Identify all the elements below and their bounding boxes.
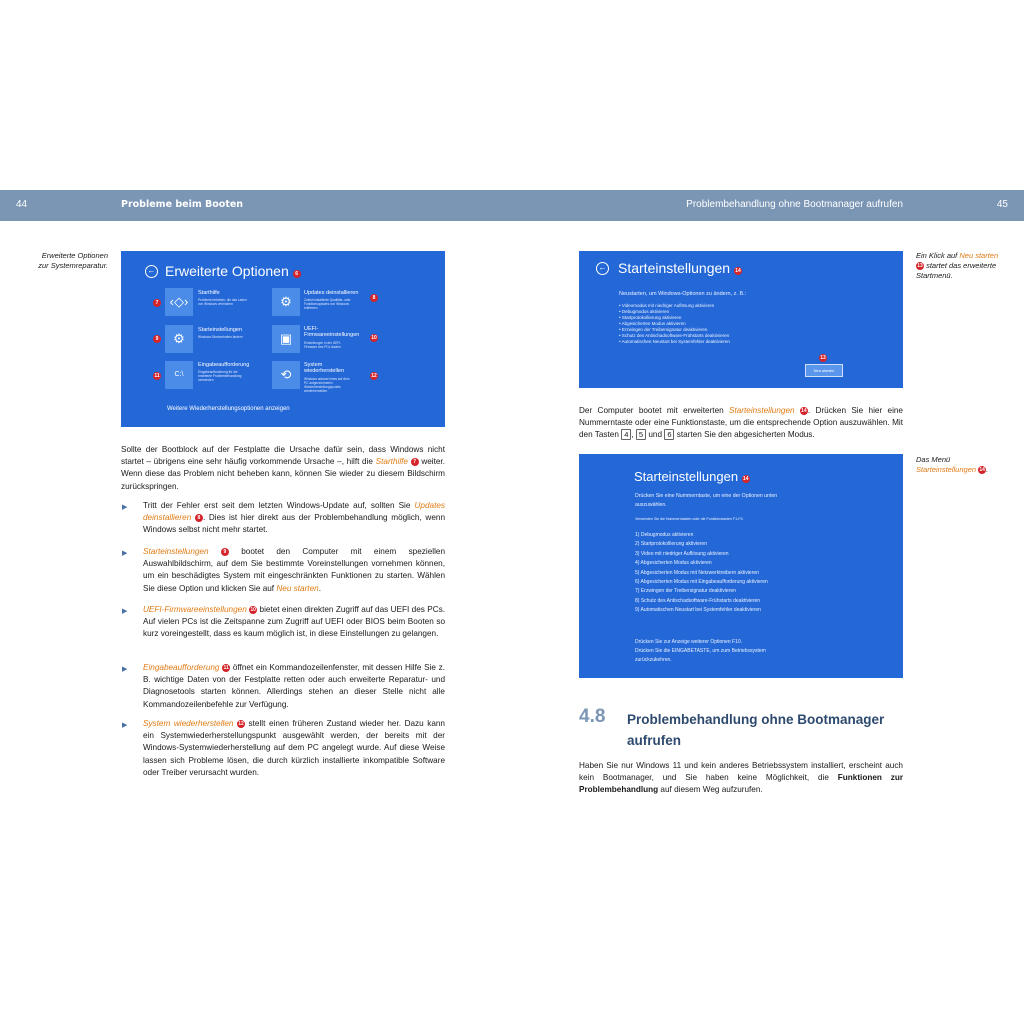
tile-title: System wiederherstellen — [304, 362, 345, 374]
bullet-triangle-icon: ▶ — [122, 550, 128, 557]
tile-title: Starteinstellungen — [198, 327, 243, 333]
gear-icon: ⚙ — [272, 288, 300, 316]
screen-intro: Drücken Sie eine Nummerntaste, um eine der Optionen unten auszuwählen. — [635, 493, 778, 508]
chapter-title-left: Probleme beim Booten — [121, 199, 244, 210]
list-item[interactable]: 6) Abgesicherten Modus mit Eingabeaufforderung aktivieren — [635, 579, 768, 586]
bullet-item: Starteinstellungen 9 bootet den Computer mit einem speziellen Auswahlbildschirm, auf dem Sie bestimmte Voreinstellungen vornehmen können, um ein beschädigtes System mit eingeschränkten Funktionen zu starten. Wählen Sie diese Option und klicken Sie auf Neu starten. — [143, 547, 445, 593]
list-item[interactable]: 3) Video mit niedriger Auflösung aktivieren — [635, 550, 729, 557]
tile-desc: Windows anhand eines auf dem PC aufgezeichneten Wiederherstellungspunkts wiederherstellen — [304, 377, 350, 393]
section-title: Problembehandlung ohne Bootmanager aufrufen — [627, 712, 885, 748]
bullet-item: Eingabeaufforderung 11 öffnet ein Kommandozeilenfenster, mit dessen Hilfe Sie z. B. wichtige Daten von der Festplatte retten oder auch erweiterte Reparatur- und Diagnosetools starten können. Allerdings stehen an dieser Stelle nicht alle Kommandozeilenbefehle zur Verfügung. — [143, 663, 445, 709]
restore-icon: ⟲ — [272, 361, 300, 389]
callout-marker: 9 — [221, 548, 229, 556]
list-item: • Erzwingen der Treibersignatur deaktivieren — [619, 327, 708, 332]
callout-marker: 10 — [371, 335, 377, 341]
figure-caption-right-2: Das Menü Starteinstellungen 14. — [916, 455, 989, 474]
list-item: • Schutz des Antischadsoftware-Frühstarts deaktivieren — [619, 333, 730, 338]
callout-marker: 7 — [411, 458, 419, 466]
more-options-link[interactable]: Weitere Wiederherstellungsoptionen anzeigen — [167, 406, 290, 412]
callout-marker: 14 — [801, 408, 807, 414]
back-arrow-icon: ← — [596, 262, 609, 275]
tile-desc: Windows-Startverhalten ändern — [198, 335, 243, 339]
callout-marker: 13 — [917, 263, 923, 269]
screenshot-advanced-options — [121, 251, 445, 427]
firmware-chip-icon: ▣ — [272, 325, 300, 353]
screen-title: Starteinstellungen 14 — [634, 469, 749, 484]
bullet-item: UEFI-Firmwareeinstellungen 10 bietet einen direkten Zugriff auf das UEFI des PCs. Auf vielen PCs ist die Zeitspanne zum Zugriff auf UEFI oder BIOS beim Booten so kurz voreingestellt, dass es kaum möglich ist, in diese Einstellungen zu gelangen. — [143, 605, 445, 639]
callout-marker: 8 — [195, 514, 203, 522]
paragraph-no-bootmanager: Haben Sie nur Windows 11 und kein anderes Betriebssystem installiert, erscheint auch kein Bootmanager, und Sie haben keine Möglichkeit, die Funktionen zur Problembehandlung auf diesem Weg aufzurufen. — [579, 761, 904, 795]
bullet-triangle-icon: ▶ — [122, 722, 128, 729]
key-5: 5 — [636, 429, 646, 440]
key-6: 6 — [664, 429, 674, 440]
list-item[interactable]: 8) Schutz des Antischadsoftware-Frühstarts deaktivieren — [635, 597, 761, 604]
code-brackets-icon: ‹◇› — [165, 288, 193, 316]
bullet-item: System wiederherstellen 12 stellt einen früheren Zustand wieder her. Dazu kann ein Systemwiederherstellungspunkt ausgewählt werden, der bereits mit der Windows-Systemwiederherstellung auf dem PC angelegt wurde. Auf diese Weise lassen sich Probleme lösen, die durch kürzlich installierte inkompatible Software oder Treiber verursacht wurden. — [143, 719, 445, 777]
callout-marker: 8 — [370, 294, 378, 302]
list-item: • Startprotokollierung aktivieren — [619, 315, 682, 320]
list-item[interactable]: 9) Automatischen Neustart bei Systemfehler deaktivieren — [635, 607, 761, 614]
option-list — [619, 303, 730, 345]
screen-title: Starteinstellungen 14 — [618, 260, 741, 276]
list-item[interactable]: 7) Erzwingen der Treibersignatur deaktivieren — [635, 588, 736, 595]
gear-icon: ⚙ — [165, 325, 193, 353]
page-number-right: 45 — [996, 199, 1008, 210]
figure-caption-left: Erweiterte Optionen zur Systemreparatur. — [38, 251, 108, 270]
list-item[interactable]: 5) Abgesicherten Modus mit Netzwerktreibern aktivieren — [635, 569, 759, 576]
callout-marker: 12 — [371, 373, 377, 379]
screen-footer: Drücken Sie zur Anzeige weiterer Optionen F10. Drücken Sie die EINGABETASTE, um zum Betriebssystem zurückzukehren. — [635, 639, 766, 663]
section-number: 4.8 — [579, 706, 606, 727]
callout-marker: 6 — [293, 270, 301, 278]
callout-marker: 14 — [979, 467, 985, 473]
screen-subtitle: Neustarten, um Windows-Optionen zu ändern, z. B.: — [619, 291, 747, 297]
callout-marker: 14 — [735, 268, 741, 274]
tile-title: Updates deinstallieren — [304, 290, 359, 296]
back-arrow-icon: ← — [145, 265, 158, 278]
bullet-triangle-icon: ▶ — [122, 608, 128, 615]
screenshot-start-settings-restart — [579, 251, 903, 388]
list-item[interactable]: 4) Abgesicherten Modus aktivieren — [635, 560, 712, 567]
list-item: • Abgesicherten Modus aktivieren — [619, 321, 686, 326]
tile-desc: Eingabeaufforderung für die erweiterte Problembehandlung verwenden — [198, 370, 242, 382]
tile-desc: Zuletzt installierte Qualitäts- oder Funktionsupdates von Windows entfernen — [304, 298, 351, 310]
tile-desc: Probleme beheben, die das Laden von Windows verhindern — [198, 298, 247, 306]
callout-marker: 11 — [223, 665, 229, 671]
tile-desc: Einstellungen in der UEFI-Firmware des PCs ändern — [304, 341, 342, 349]
running-header — [0, 190, 1024, 221]
list-item[interactable]: 2) Startprotokollierung aktivieren — [635, 541, 707, 548]
callout-marker: 10 — [250, 607, 256, 613]
list-item: • Debugmodus aktivieren — [619, 309, 670, 314]
callout-marker: 14 — [742, 476, 749, 482]
link-starthilfe: Starthilfe — [375, 457, 408, 467]
bullet-triangle-icon: ▶ — [122, 666, 128, 673]
intro-paragraph: Sollte der Bootblock auf der Festplatte die Ursache dafür sein, dass Windows nicht startet – übrigens eine sehr häufig vorkommende Ursache –, hilft die Starthilfe 7 weiter. Wenn diese das Problem nicht beheben kann, können Sie wieder zu diesem Bildschirm zurückspringen. — [121, 445, 445, 491]
key-4: 4 — [621, 429, 631, 440]
tile-title: UEFI-Firmwareeinstellungen — [304, 326, 360, 338]
screenshot-start-settings-menu — [579, 454, 903, 678]
tile-title: Eingabeaufforderung — [198, 362, 250, 368]
page-number-left: 44 — [16, 199, 28, 210]
callout-marker: 11 — [154, 373, 160, 379]
bullet-triangle-icon: ▶ — [122, 504, 128, 511]
callout-marker: 9 — [153, 335, 161, 343]
list-item: • Automatischen Neustart bei Systemfehler deaktivieren — [619, 339, 730, 344]
callout-marker: 7 — [153, 299, 161, 307]
bullet-item: Tritt der Fehler erst seit dem letzten Windows-Update auf, sollten Sie Updates deinstallieren 8 . Dies ist hier direkt aus der Problembehandlung möglich, wenn Windows selbst nicht mehr startet. — [143, 501, 445, 535]
figure-caption-right-1: Ein Klick auf Neu starten 13 startet das erweiterte Startmenü. — [916, 251, 999, 280]
list-item: • Videomodus mit niedriger Auflösung aktivieren — [619, 303, 715, 308]
list-item[interactable]: 1) Debugmodus aktivieren — [635, 532, 694, 538]
screen-hint: Verwenden Sie die Nummerntasten oder die Funktionstasten F1-F9. — [635, 517, 744, 521]
paragraph-start-settings: Der Computer bootet mit erweiterten Starteinstellungen 14. Drücken Sie hier eine Nummerntaste oder eine Funktionstaste, um die entsprechende Option auszuwählen. Mit den Tasten 4 , 5 und 6 starten Sie den abgesicherten Modus. — [579, 406, 903, 440]
chapter-title-right: Problembehandlung ohne Bootmanager aufrufen — [686, 199, 903, 210]
tile-title: Starthilfe — [198, 290, 220, 296]
screen-title: Erweiterte Optionen 6 — [165, 263, 301, 279]
restart-button[interactable]: Neu starten — [805, 364, 843, 377]
callout-marker: 12 — [238, 721, 244, 727]
callout-marker: 13 — [820, 355, 826, 361]
option-list — [635, 531, 768, 616]
command-prompt-icon: C:\ — [165, 361, 193, 389]
